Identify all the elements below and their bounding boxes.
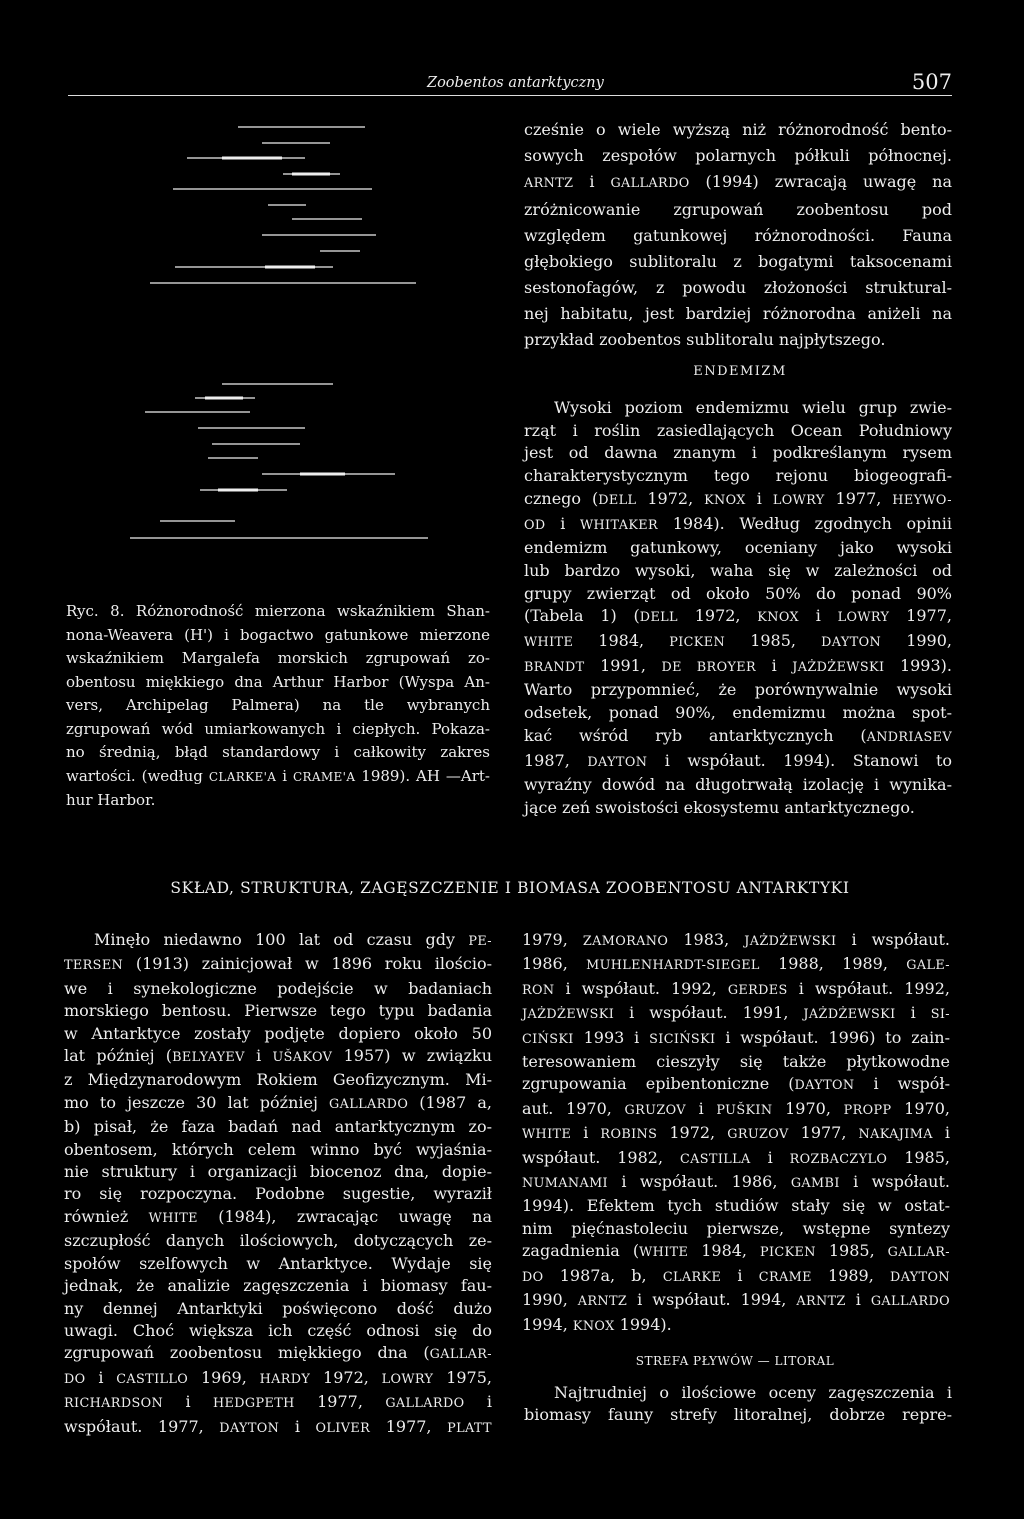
author-name: GALE-	[906, 958, 951, 974]
author-name: KNOX	[704, 492, 746, 508]
author-name: SI-	[930, 1007, 951, 1023]
text-run: 1984,	[688, 1241, 760, 1261]
text-line: wskaźnikiem Margalefa morskich zgrupowań zo-	[66, 649, 490, 667]
author-name: PROPP	[843, 1102, 892, 1118]
text-run: 1993 i	[573, 1027, 650, 1047]
author-name: HARDY	[259, 1371, 311, 1387]
text-run: i	[685, 1098, 717, 1118]
text-run: (1913) zainicjował w 1896 roku ilościo-	[123, 954, 492, 974]
author-name: ARNTZ	[577, 1294, 628, 1310]
author-name: CLARKE	[662, 1269, 722, 1285]
author-name: DAYTON	[890, 1269, 951, 1285]
text-run: 1979,	[522, 930, 583, 949]
author-name: ZAMORANO	[582, 934, 669, 949]
text-run: 1987,	[524, 750, 588, 770]
author-name: LOWRY	[381, 1371, 434, 1387]
text-line: społów szelfowych w Antarktyce. Wydaje się	[64, 1253, 492, 1273]
text-run: Minęło niedawno 100 lat od czasu gdy	[94, 930, 469, 949]
text-line: uwagi. Choć większa ich część odnosi się do	[64, 1320, 492, 1340]
text-run: 1990,	[522, 1290, 578, 1310]
text-run: i współaut. 1992,	[787, 978, 950, 998]
text-line	[64, 953, 492, 977]
section-heading: SKŁAD, STRUKTURA, ZAGĘSZCZENIE I BIOMASA ZOOBENTOSU ANTARKTYKI	[170, 879, 850, 897]
text-line	[522, 1098, 950, 1122]
text-run: i współaut.	[839, 1172, 950, 1192]
subsection-heading-endemizm: ENDEMIZM	[693, 364, 787, 379]
author-name: GALLARDO	[610, 176, 690, 191]
text-run: (1994) zwracają uwagę na	[689, 172, 952, 191]
author-name: JAŻDŻEWSKI	[744, 934, 837, 949]
text-run: 1989). AH —Art-	[355, 766, 490, 785]
author-name: GALLARDO	[870, 1294, 950, 1310]
text-run: 1985,	[725, 631, 822, 651]
text-line	[522, 1171, 950, 1195]
author-name: OLIVER	[315, 1420, 371, 1436]
text-line: Warto przypomnieć, że porównywalnie wysoki	[524, 680, 952, 700]
text-line: morskiego bentosu. Pierwsze tego typu badania	[64, 1001, 492, 1021]
text-run: 1977,	[788, 1123, 859, 1143]
paragraph-diversity	[524, 117, 952, 353]
text-line: endemizm gatunkowy, oceniany jako wysoki	[524, 538, 952, 558]
text-line: jednak, że analizie zagęszczenia i biomasy fau-	[64, 1276, 492, 1296]
text-run: 1969,	[188, 1367, 260, 1387]
author-name: KNOX	[572, 1318, 615, 1334]
text-line	[522, 1240, 950, 1264]
text-run: mo to jeszcze 30 lat później	[64, 1092, 330, 1112]
author-name: PLATT	[447, 1420, 492, 1436]
text-line	[64, 1206, 492, 1230]
paragraph-endemizm	[524, 397, 952, 820]
text-run: i	[85, 1367, 117, 1387]
text-line	[522, 1027, 950, 1051]
text-line	[524, 725, 952, 750]
text-line	[522, 953, 950, 977]
author-name: ROBINS	[600, 1127, 658, 1143]
text-run: aut. 1970,	[522, 1098, 625, 1118]
text-run: i	[932, 1123, 951, 1143]
text-line: cześnie o wiele wyższą niż różnorodność bento-	[524, 120, 952, 139]
text-line: teresowaniem cieszyły się także płytkowodne	[522, 1052, 950, 1072]
author-name: ANDRIASEV	[866, 729, 952, 745]
text-line: nej habitatu, jest bardziej różnorodna aniżeli na	[524, 304, 952, 323]
author-name: DAYTON	[219, 1420, 280, 1436]
text-run: i	[244, 1046, 273, 1066]
text-line: Najtrudniej o ilościowe oceny zagęszczenia i	[554, 1383, 952, 1402]
text-run: i	[573, 172, 611, 191]
text-line: rząt i roślin zasiedlających Ocean Południowy	[524, 420, 952, 440]
text-line: grupy zwierząt od około 50% do ponad 90%	[524, 583, 952, 603]
text-run: 1985,	[815, 1241, 888, 1261]
author-name: SICIŃSKI	[649, 1031, 716, 1047]
text-line: jące zeń swoistości ekosystemu antarktycznego.	[524, 797, 915, 817]
text-line: 1994). Efektem tych studiów stały się w ostat-	[522, 1196, 950, 1216]
text-line: Wysoki poziom endemizmu wielu grup zwie-	[554, 398, 952, 417]
text-line	[64, 1045, 492, 1069]
text-run: 1972,	[310, 1367, 382, 1387]
text-run: kać wśród ryb antarktycznych (	[524, 725, 867, 745]
text-run: 1986,	[522, 954, 587, 974]
paragraph-right-column	[522, 929, 950, 1338]
author-name: WHITAKER	[579, 517, 659, 533]
text-line: no średnią, błąd standardowy i całkowity zakres	[66, 743, 490, 761]
text-line	[524, 488, 952, 513]
author-name: RON	[522, 982, 555, 998]
text-run: 1987a, b,	[543, 1265, 663, 1285]
text-line: obentosu miękkiego dna Arthur Harbor (Wyspa An-	[66, 672, 490, 691]
author-name: GALLAR-	[429, 1347, 492, 1363]
text-run: zagadnienia (	[522, 1241, 640, 1261]
text-run: zgrupowań zoobentosu miękkiego dna (	[64, 1343, 430, 1363]
text-run: współaut. 1977,	[64, 1416, 220, 1436]
text-line	[522, 978, 950, 1002]
text-run: i współaut. 1996) to zain-	[715, 1027, 951, 1047]
figure-8-chart	[0, 0, 520, 560]
author-name: GALLAR-	[887, 1245, 950, 1261]
text-run: i	[750, 1147, 790, 1167]
text-line: charakterystycznym tego rejonu biogeografi-	[524, 466, 952, 486]
text-line: szczupłość danych ilościowych, dotyczących ze-	[64, 1231, 492, 1251]
text-run: 1977,	[824, 488, 893, 508]
text-line: ny dennej Antarktyki poświęcono dość dużo	[64, 1298, 492, 1318]
author-name: CASTILLO	[116, 1371, 189, 1387]
author-name: OD	[524, 517, 546, 533]
page-number: 507	[911, 70, 952, 94]
author-name: MUHLENHARDT-SIEGEL	[586, 958, 760, 974]
author-name: GRUZOV	[727, 1127, 789, 1143]
text-run: i	[163, 1392, 213, 1412]
text-line: lub bardzo wysoki, waha się w zależności od	[524, 560, 952, 580]
text-run: 1991,	[584, 655, 662, 675]
text-run: 1975,	[433, 1367, 492, 1387]
author-name: GALLARDO	[385, 1396, 465, 1412]
text-line	[522, 1314, 950, 1338]
text-run: i	[895, 1003, 931, 1023]
text-run: i	[464, 1392, 492, 1412]
text-line	[64, 1092, 492, 1116]
text-run: 1985,	[887, 1147, 951, 1167]
text-run: (1984), zwracając uwagę na	[197, 1206, 492, 1226]
text-run: 1977,	[889, 606, 952, 626]
text-line: głębokiego sublitoralu z bogatymi taksocenami	[524, 252, 952, 271]
text-line	[522, 1289, 950, 1313]
text-line	[64, 1342, 492, 1366]
text-line	[64, 929, 492, 953]
author-name: GRUZOV	[624, 1102, 686, 1118]
text-line: hur Harbor.	[66, 791, 156, 809]
text-line: Ryc. 8. Różnorodność mierzona wskaźnikiem Shan-	[66, 602, 490, 620]
text-run: 1972,	[657, 1123, 728, 1143]
author-name: PICKEN	[669, 635, 726, 651]
author-name: PUŠKIN	[716, 1102, 773, 1118]
author-name: DAYTON	[821, 635, 882, 651]
author-name: DAYTON	[794, 1078, 855, 1094]
text-run: 1972,	[677, 606, 758, 626]
author-name: LOWRY	[772, 492, 825, 508]
text-run: i współaut. 1994,	[627, 1290, 797, 1310]
text-run: i	[721, 1265, 759, 1285]
text-run: i współaut. 1991,	[614, 1003, 804, 1023]
text-run: 1983,	[668, 930, 745, 949]
text-line	[64, 1391, 492, 1415]
author-name: HEYWO-	[892, 492, 952, 508]
author-name: ROZBACZYLO	[789, 1151, 888, 1167]
text-line: b) pisał, że faza badań nad antarktycznym zo-	[64, 1117, 492, 1137]
text-line	[522, 1002, 950, 1026]
author-name: JAŻDŻEWSKI	[522, 1007, 615, 1023]
figure-caption	[66, 600, 490, 813]
text-line: sestonofagów, z powodu złożoności struktural-	[524, 278, 952, 297]
text-run: i	[756, 655, 793, 675]
author-name: GAMBI	[790, 1176, 840, 1192]
text-run: 1994,	[522, 1314, 573, 1334]
text-run: (Tabela 1) (	[524, 606, 640, 626]
text-line: wyraźny dowód na długotrwałą izolację i wynika-	[524, 775, 952, 795]
text-line: zgrupowań wód umiarkowanych i ciepłych. Pokaza-	[66, 719, 490, 738]
text-run: i	[545, 513, 580, 533]
text-line	[522, 929, 950, 953]
text-run: i	[745, 488, 773, 508]
text-line: ro się rozpoczyna. Podobne sugestie, wyraził	[64, 1184, 492, 1204]
text-line	[522, 1265, 950, 1289]
author-name: BRANDT	[524, 659, 585, 675]
author-name: DELL	[639, 610, 678, 626]
text-run: współaut. 1982,	[522, 1147, 680, 1167]
text-run: i współaut.	[836, 930, 951, 949]
text-line: w Antarktyce zostały podjęte dopiero około 50	[64, 1023, 492, 1043]
text-run: i	[276, 766, 293, 785]
text-line: biomasy fauny strefy litoralnej, dobrze repre-	[524, 1405, 952, 1425]
text-run: 1970,	[891, 1098, 950, 1118]
text-run: wartości. (według	[66, 766, 209, 785]
author-name: NAKAJIMA	[858, 1127, 933, 1143]
author-name: KNOX	[757, 610, 799, 626]
author-name: TERSEN	[64, 958, 124, 974]
author-name: WHITE	[524, 635, 574, 651]
text-run: 1990,	[881, 631, 952, 651]
author-name: GERDES	[727, 982, 788, 998]
text-line: przykład zoobentos sublitoralu najpłytszego.	[524, 330, 886, 349]
author-name: PICKEN	[760, 1245, 816, 1261]
text-line: jest od dawna znanym i podkreślanym rysem	[524, 443, 952, 463]
author-name: LOWRY	[837, 610, 890, 626]
text-run: i współ-	[854, 1074, 950, 1094]
text-line: odsetek, ponad 90%, endemizmu można spot-	[524, 703, 952, 723]
author-name: CASTILLA	[679, 1151, 751, 1167]
text-line: nona-Weavera (H') i bogactwo gatunkowe mierzone	[66, 625, 490, 644]
text-run: 1970,	[772, 1098, 844, 1118]
text-run: 1993).	[884, 655, 952, 675]
author-name: ARNTZ	[524, 176, 574, 191]
text-line: obentosem, których celem winno być wyjaśnia-	[64, 1139, 492, 1159]
text-line: zróżnicowanie zgrupowań zoobentosu pod	[524, 200, 952, 219]
text-run: 1957) w związku	[332, 1046, 493, 1066]
author-name: WHITE	[639, 1245, 689, 1261]
text-run: 1977,	[294, 1392, 386, 1412]
author-name: HEDGPETH	[213, 1396, 295, 1412]
text-run: 1988, 1989,	[759, 954, 907, 974]
text-run: również	[64, 1206, 149, 1226]
author-name: UŠAKOV	[272, 1050, 333, 1066]
text-run: 1989,	[811, 1265, 891, 1285]
text-line: sowych zespołów polarnych półkuli północnej.	[524, 146, 952, 165]
author-name: DAYTON	[587, 754, 648, 770]
author-name: CRAME	[758, 1269, 812, 1285]
text-run: 1977,	[370, 1416, 448, 1436]
text-run: 1984). Według zgodnych opinii	[658, 513, 952, 533]
author-name: CRAME'A	[292, 769, 356, 784]
author-name: JAŻDŻEWSKI	[792, 659, 885, 675]
text-line: nim pięćnastoleciu pierwsze, wstępne syntezy	[522, 1218, 950, 1238]
text-line	[524, 605, 952, 630]
running-title: Zoobentos antarktyczny	[427, 75, 604, 91]
text-line: z Międzynarodowym Rokiem Geofizycznym. Mi-	[64, 1070, 492, 1090]
text-run: i	[845, 1290, 871, 1310]
text-run: (1987 a,	[408, 1092, 492, 1112]
text-line	[524, 750, 952, 775]
text-line: vers, Archipelag Palmera) na tle wybranych	[66, 696, 490, 714]
text-run: 1972,	[636, 488, 705, 508]
author-name: PE-	[468, 934, 492, 949]
text-run: lat później (	[64, 1046, 173, 1066]
text-line	[66, 765, 490, 790]
text-run: cznego (	[524, 488, 599, 508]
author-name: DE BROYER	[661, 659, 757, 675]
text-run: i	[571, 1123, 601, 1143]
text-line	[524, 655, 952, 680]
text-run: zgrupowania epibentoniczne (	[522, 1074, 795, 1094]
text-run: i współaut. 1986,	[608, 1172, 791, 1192]
text-line	[524, 169, 952, 197]
paragraph-left-column	[64, 929, 492, 1440]
author-name: CIŃSKI	[522, 1031, 574, 1047]
text-line	[64, 1367, 492, 1391]
author-name: RICHARDSON	[64, 1396, 164, 1412]
text-run: i współaut. 1992,	[554, 978, 728, 998]
text-line	[522, 1073, 950, 1097]
subsection-heading-litoral: STREFA PŁYWÓW — LITORAL	[635, 1354, 835, 1368]
text-line	[524, 630, 952, 655]
text-run: i współaut. 1994). Stanowi to	[647, 750, 953, 770]
text-line: nie struktury i organizacji biocenoz dna, dopie-	[64, 1162, 492, 1182]
text-run: 1994).	[614, 1314, 672, 1334]
text-line	[524, 513, 952, 538]
paragraph-litoral	[524, 1382, 952, 1427]
text-run: i	[279, 1416, 316, 1436]
author-name: JAŻDŻEWSKI	[803, 1007, 896, 1023]
author-name: WHITE	[522, 1127, 572, 1143]
author-name: DELL	[598, 492, 637, 508]
author-name: DO	[522, 1269, 544, 1285]
author-name: NUMANAMI	[522, 1176, 608, 1192]
author-name: DO	[64, 1371, 86, 1387]
text-line	[522, 1147, 950, 1171]
text-line	[64, 1416, 492, 1440]
author-name: WHITE	[148, 1210, 198, 1226]
author-name: BELYAYEV	[172, 1050, 245, 1066]
text-line: względem gatunkowej różnorodności. Fauna	[524, 226, 952, 245]
author-name: CLARKE'A	[208, 769, 277, 784]
text-run: i	[798, 606, 838, 626]
author-name: ARNTZ	[796, 1294, 846, 1310]
author-name: GALLARDO	[329, 1096, 409, 1112]
text-line: we i synekologiczne podejście w badaniach	[64, 978, 492, 998]
text-line	[522, 1122, 950, 1146]
text-run: 1984,	[573, 631, 670, 651]
